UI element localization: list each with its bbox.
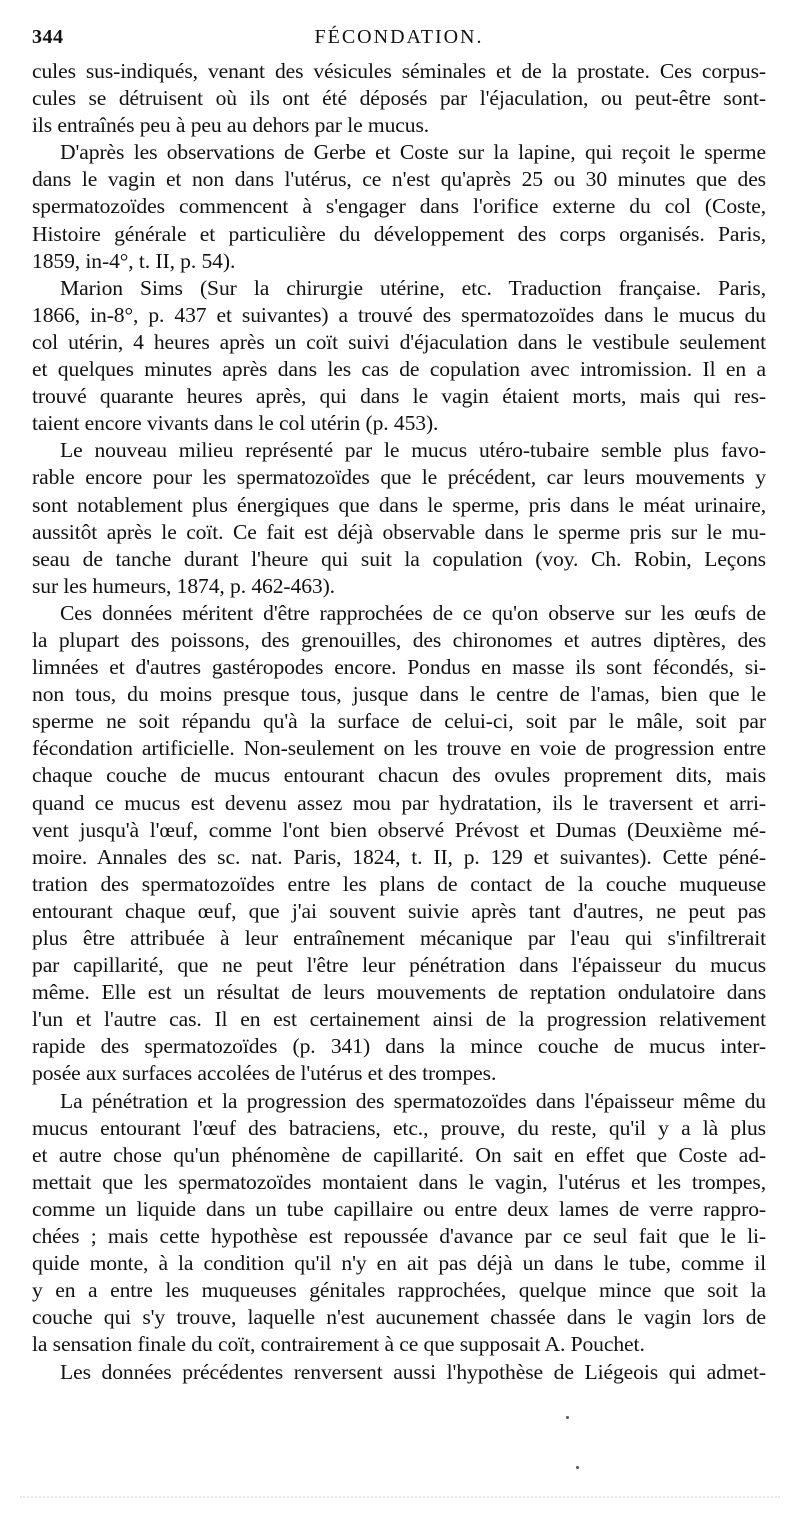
text-line: Le nouveau milieu représenté par le mucus utéro-tubaire semble plus favo- <box>60 438 766 463</box>
text-line: même. Elle est un résultat de leurs mouvements de reptation ondulatoire dans <box>32 980 766 1005</box>
page-header <box>32 26 766 58</box>
text-line: D'après les observations de Gerbe et Coste sur la lapine, qui reçoit le sperme <box>60 140 766 165</box>
text-line: moire. Annales des sc. nat. Paris, 1824, t. II, p. 129 et suivantes). Cette péné- <box>32 844 766 869</box>
text-line: y en a entre les muqueuses génitales rapprochées, quelque mince que soit la <box>32 1278 766 1303</box>
text-line: et autre chose qu'un phénomène de capillarité. On sait en effet que Coste ad- <box>32 1142 766 1167</box>
running-title: FÉCONDATION. <box>314 26 484 48</box>
text-line: couche qui s'y trouve, laquelle n'est aucunement chassée dans le vagin lors de <box>32 1305 766 1330</box>
text-line: la plupart des poissons, des grenouilles, des chironomes et autres diptères, des <box>32 627 766 652</box>
scan-speck <box>576 1466 579 1469</box>
text-line: chaque couche de mucus entourant chacun des ovules proprement dits, mais <box>32 763 766 788</box>
text-line: mucus entourant l'œuf des batraciens, etc., prouve, du reste, qu'il y a là plus <box>32 1115 766 1140</box>
text-line: plus être attribuée à leur entraînement mécanique par l'eau qui s'infiltrerait <box>32 926 766 950</box>
text-line: posée aux surfaces accolées de l'utérus et des trompes. <box>32 1061 497 1086</box>
text-line: mettait que les spermatozoïdes montaient dans le vagin, l'utérus et les trompes, <box>32 1169 766 1194</box>
text-line: dans le vagin et non dans l'utérus, ce n'est qu'après 25 ou 30 minutes que des <box>32 167 766 192</box>
text-line: entourant chaque œuf, que j'ai souvent suivie après tant d'autres, ne peut pas <box>32 898 766 923</box>
text-line: fécondation artificielle. Non-seulement on les trouve en voie de progression entre <box>32 736 766 761</box>
text-line: et quelques minutes après dans les cas de copulation avec intromission. Il en a <box>32 357 766 382</box>
text-line: cules se détruisent où ils ont été déposés par l'éjaculation, ou peut-être sont- <box>32 86 766 111</box>
text-line: Marion Sims (Sur la chirurgie utérine, etc. Traduction française. Paris, <box>60 275 766 300</box>
text-line: sur les humeurs, 1874, p. 462-463). <box>32 573 335 598</box>
body-text <box>32 58 766 1386</box>
text-line: chées ; mais cette hypothèse est repoussée d'avance par ce seul fait que le li- <box>32 1224 766 1249</box>
text-line: limnées et d'autres gastéropodes encore. Pondus en masse ils sont fécondés, si- <box>32 655 766 680</box>
text-line: 1866, in-8°, p. 437 et suivantes) a trouvé des spermatozoïdes dans le mucus du <box>32 302 766 327</box>
text-line: tration des spermatozoïdes entre les plans de contact de la couche muqueuse <box>32 871 766 896</box>
page-number: 344 <box>32 26 64 48</box>
text-line: seau de tanche durant l'heure qui suit la copulation (voy. Ch. Robin, Leçons <box>32 546 766 571</box>
text-line: Ces données méritent d'être rapprochées de ce qu'on observe sur les œufs de <box>60 600 766 625</box>
text-line: quand ce mucus est devenu assez mou par hydratation, ils le traversent et arri- <box>32 790 766 815</box>
text-line: cules sus-indiqués, venant des vésicules séminales et de la prostate. Ces corpus- <box>32 59 766 83</box>
text-line: Histoire générale et particulière du développement des corps organisés. Paris, <box>32 221 766 246</box>
text-line: rable encore pour les spermatozoïdes que le précédent, car leurs mouvements y <box>32 465 766 490</box>
text-line: spermatozoïdes commencent à s'engager dans l'orifice externe du col (Coste, <box>32 194 766 219</box>
text-line: par capillarité, que ne peut l'être leur pénétration dans l'épaisseur du mucus <box>32 953 766 978</box>
book-page <box>32 26 766 1386</box>
text-line: La pénétration et la progression des spermatozoïdes dans l'épaisseur même du <box>60 1088 766 1113</box>
text-line: l'un et l'autre cas. Il en est certainement ainsi de la progression relativement <box>32 1007 766 1032</box>
text-line: comme un liquide dans un tube capillaire ou entre deux lames de verre rappro- <box>32 1196 766 1221</box>
text-line: sperme ne soit répandu qu'à la surface de celui-ci, soit par le mâle, soit par <box>32 709 766 734</box>
bottom-scan-artifact <box>20 1496 780 1506</box>
text-line: sont notablement plus énergiques que dans le sperme, pris dans le méat urinaire, <box>32 492 766 517</box>
text-line: ils entraînés peu à peu au dehors par le mucus. <box>32 113 430 138</box>
text-line: Les données précédentes renversent aussi l'hypothèse de Liégeois qui admet- <box>60 1359 766 1384</box>
text-line: taient encore vivants dans le col utérin (p. 453). <box>32 411 439 436</box>
text-line: la sensation finale du coït, contrairement à ce que supposait A. Pouchet. <box>32 1332 645 1357</box>
text-line: 1859, in-4°, t. II, p. 54). <box>32 248 236 273</box>
text-line: aussitôt après le coït. Ce fait est déjà observable dans le sperme pris sur le mu- <box>32 519 766 544</box>
text-line: col utérin, 4 heures après un coït suivi d'éjaculation dans le vestibule seulement <box>32 329 766 354</box>
scan-speck <box>566 1416 569 1419</box>
text-line: trouvé quarante heures après, qui dans le vagin étaient morts, mais qui res- <box>32 384 766 409</box>
text-line: vent jusqu'à l'œuf, comme l'ont bien observé Prévost et Dumas (Deuxième mé- <box>32 817 766 842</box>
text-line: quide monte, à la condition qu'il n'y en ait pas déjà un dans le tube, comme il <box>32 1251 766 1276</box>
text-line: non tous, du moins presque tous, jusque dans le centre de l'amas, bien que le <box>32 682 766 707</box>
text-line: rapide des spermatozoïdes (p. 341) dans la mince couche de mucus inter- <box>32 1034 766 1059</box>
